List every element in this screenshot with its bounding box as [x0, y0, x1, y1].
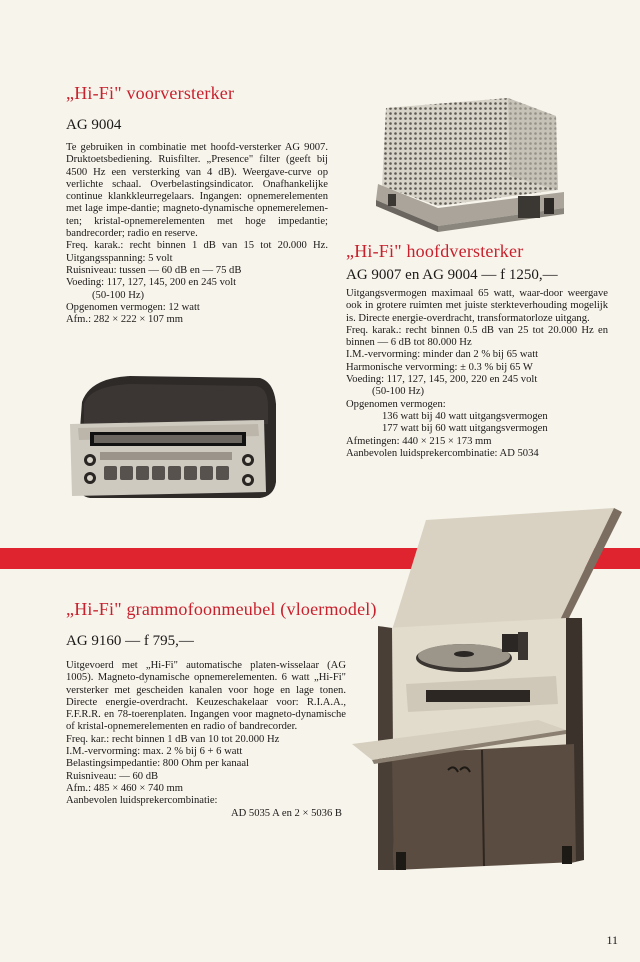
spec-line: Uitgevoerd met „Hi-Fi" automatische platen-wisselaar (AG 1005). Magneto-dynamische opnemerelementen. 6 watt „Hi-Fi" versterker met gescheiden kanalen voor hoge en lage tonen. Directe energie-overdracht. Keuzeschakelaar voor: R.I.A.A., F.F.R.R. en 78-toerenplaten. Ingangen voor magneto-dynamische of kristal-opnemerelementen en radio of bandrecorder. — [66, 660, 346, 733]
spec-line: Uitgangsvermogen maximaal 65 watt, waar-door weergave ook in grotere ruimten met juiste sterkteverhouding mogelijk is. Directe energie-overdracht, transformatorloze uitgang. — [346, 288, 608, 324]
preamplifier-photo — [60, 364, 282, 510]
spec-line: 177 watt bij 60 watt uitgangsvermogen — [382, 423, 548, 435]
model-number-price: AG 9160 — f 795,— — [66, 633, 194, 649]
spec-line: Opgenomen vermogen: 12 watt — [66, 301, 200, 313]
section-hoofdversterker — [346, 240, 608, 460]
spec-line: Afmetingen: 440 × 215 × 173 mm — [346, 435, 492, 447]
spec-line: Opgenomen vermogen: — [346, 398, 446, 410]
section-grammofoonmeubel — [66, 598, 377, 820]
spec-line: 136 watt bij 40 watt uitgangsvermogen — [382, 410, 548, 422]
spec-text — [66, 660, 346, 820]
spec-line: Freq. karak.: recht binnen 1 dB van 15 tot 20.000 Hz. Uitgangsspanning: 5 volt — [66, 240, 328, 264]
spec-line: Ruisniveau: tussen — 60 dB en — 75 dB — [66, 264, 242, 276]
gramophone-cabinet-photo — [352, 508, 634, 878]
spec-line: Harmonische vervorming: ± 0.3 % bij 65 W — [346, 361, 533, 373]
spec-text — [66, 142, 328, 326]
spec-line: Aanbevolen luidsprekercombinatie: — [66, 795, 218, 807]
section-title: „Hi-Fi" grammofoonmeubel (vloermodel) — [66, 599, 377, 619]
section-voorversterker — [66, 82, 328, 326]
spec-line: I.M.-vervorming: max. 2 % bij 6 + 6 watt — [66, 746, 243, 758]
spec-line: (50-100 Hz) — [92, 289, 145, 301]
spec-line: Voeding: 117, 127, 145, 200 en 245 volt — [66, 277, 237, 289]
section-title: „Hi-Fi" hoofdversterker — [346, 241, 524, 261]
main-amplifier-photo — [368, 96, 570, 234]
spec-line: Belastingsimpedantie: 800 Ohm per kanaal — [66, 758, 249, 770]
spec-line: Afm.: 282 × 222 × 107 mm — [66, 314, 184, 326]
spec-line: AD 5035 A en 2 × 5036 B — [230, 807, 342, 819]
spec-line: Afm.: 485 × 460 × 740 mm — [66, 782, 184, 794]
spec-line: Freq. karak.: recht binnen 0.5 dB van 25 tot 20.000 Hz en binnen — 6 dB tot 80.000 Hz — [346, 324, 608, 349]
spec-text — [346, 288, 608, 460]
spec-line: Aanbevolen luidsprekercombinatie: AD 5034 — [346, 447, 539, 459]
section-title: „Hi-Fi" voorversterker — [66, 83, 235, 103]
spec-line: Freq. kar.: recht binnen 1 dB van 10 tot 20.000 Hz — [66, 733, 280, 745]
spec-line: Ruisniveau: — 60 dB — [66, 770, 159, 782]
model-number-price: AG 9007 en AG 9004 — f 1250,— — [346, 267, 558, 283]
spec-line: Te gebruiken in combinatie met hoofd-versterker AG 9007. Druktoetsbediening. Ruisfilter. „Presence" filter (geeft bij 4500 Hz een versterking van 4 dB). Weergave-curve op verlichte schaal. Overbelastingsindicator. Onafhankelijke continue klankkleurregelaars. Ingangen: opnemerelementen met lage impe-dantie; magneto-dynamische opnemerelemen-ten; kristal-opnemerelementen met hoge impedantie; bandrecorder; radio en reserve. — [66, 142, 328, 240]
model-number: AG 9004 — [66, 117, 122, 133]
page-number: 11 — [606, 933, 618, 947]
spec-line: (50-100 Hz) — [372, 386, 425, 398]
spec-line: I.M.-vervorming: minder dan 2 % bij 65 watt — [346, 349, 539, 361]
spec-line: Voeding: 117, 127, 145, 200, 220 en 245 volt — [346, 374, 538, 386]
